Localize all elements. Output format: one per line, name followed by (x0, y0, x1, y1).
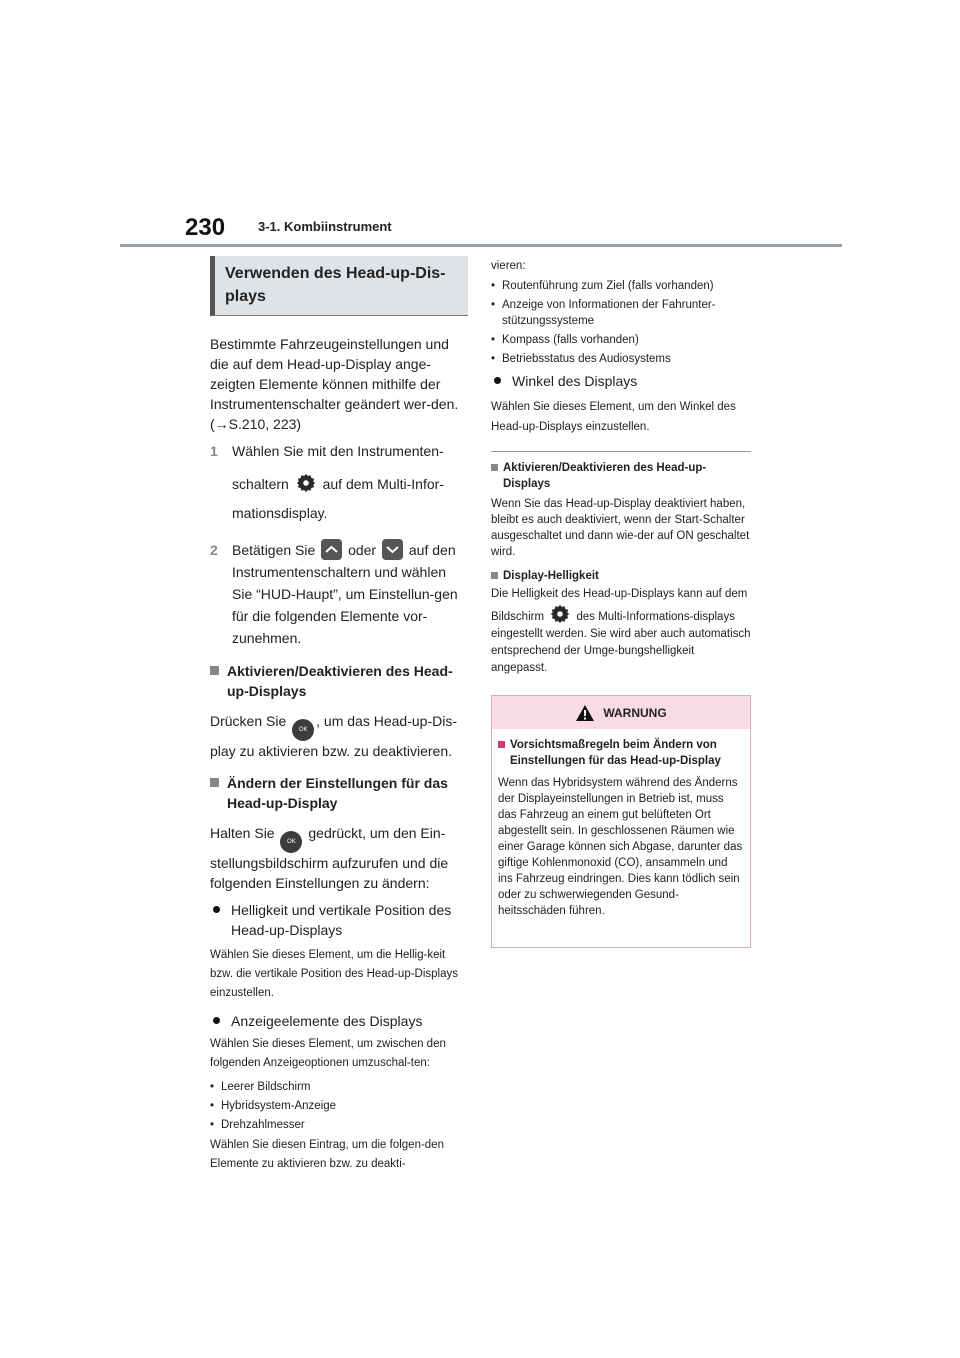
bullet-description: Wählen Sie dieses Element, um den Winkel des Head-up-Displays einzustellen. (491, 401, 736, 433)
warning-title: WARNUNG (603, 705, 667, 720)
bullet-text: Winkel des Displays (512, 373, 638, 389)
warning-body (492, 729, 750, 919)
subsection-title: Ändern der Einstellungen für das Head-up-Display (227, 775, 448, 811)
subsection-heading (491, 460, 751, 492)
list-item: • Anzeige von Informationen der Fahrunter-stützungssysteme (491, 297, 751, 329)
list-item-text: Routenführung zum Ziel (falls vorhanden) (502, 280, 714, 292)
square-bullet-icon (491, 464, 498, 471)
bullet-description: Wählen Sie dieses Element, um zwischen den folgenden Anzeigeoptionen umzuschal-ten: (210, 1038, 446, 1069)
list-item: • Kompass (falls vorhanden) (491, 334, 639, 346)
intro-paragraph: Bestimmte Fahrzeugeinstellungen und die auf dem Head-up-Display ange-zeigten Elemente können mithilfe der Instrumentenschalter geändert wer-den. (→S.210, 223) (210, 336, 459, 432)
subsection-title: Aktivieren/Deaktivieren des Head-up-Displays (503, 462, 707, 490)
right-column (491, 256, 751, 677)
ok-button-icon: OK (280, 831, 302, 853)
divider (491, 451, 751, 452)
header-rule (120, 244, 842, 247)
warning-subheading (498, 737, 744, 769)
section-title: 3-1. Kombiinstrument (258, 219, 392, 234)
paragraph-text: gedrückt, um den Ein-stellungsbildschirm aufzurufen und die folgenden Einstellungen zu ändern: (210, 825, 449, 891)
section-heading (210, 256, 468, 316)
square-bullet-icon (210, 778, 219, 787)
bullet-item (491, 371, 751, 391)
step-text: Betätigen Sie (232, 542, 316, 558)
subsection-title: Aktivieren/Deaktivieren des Head-up-Displays (227, 663, 453, 699)
paragraph: vieren: (491, 260, 526, 272)
section-heading-line1: Verwenden des Head-up-Dis- (225, 265, 446, 282)
page-number: 230 (185, 214, 226, 241)
subsection-heading (210, 773, 468, 813)
gear-icon (295, 472, 317, 494)
square-bullet-icon (210, 666, 219, 675)
warning-text: Wenn das Hybridsystem während des Änderns der Displayeinstellungen in Betrieb ist, muss das Fahrzeug an einem gut belüfteten Ort abgestellt sein. In geschlossenen Räumen wie einer Garage können sich Abgase, darunter das giftige Kohlenmonoxid (CO), ansammeln und ins Fahrzeug eindringen. Dies kann tödlich sein oder zu schwerwiegenden Gesund-heitsschäden führen. (498, 777, 743, 917)
step-text: oder (348, 542, 377, 558)
subsection-heading (210, 661, 468, 701)
list-item: • Betriebsstatus des Audiosystems (491, 353, 671, 365)
gear-icon (549, 603, 571, 625)
paragraph: Wählen Sie diesen Eintrag, um die folgen-den Elemente zu aktivieren bzw. zu deakti- (210, 1139, 444, 1170)
bullet-description: Wählen Sie dieses Element, um die Hellig-keit bzw. die vertikale Position des Head-up-Displays einzustellen. (210, 949, 459, 999)
warning-subtitle: Vorsichtsmaßregeln beim Ändern von Einstellungen für das Head-up-Display (510, 739, 721, 767)
step-number: 1 (210, 443, 218, 459)
step-text: auf den (408, 542, 456, 558)
subsection-heading (491, 568, 751, 584)
list-item-text: Leerer Bildschirm (221, 1081, 311, 1093)
list-item: • Leerer Bildschirm (210, 1081, 311, 1093)
step-text: Instrumentenschaltern und wählen Sie “HUD-Haupt”, um Einstellun-gen für die folgenden Elemente vor-zunehmen. (232, 564, 458, 646)
subsection-title: Display-Helligkeit (503, 570, 599, 582)
list-item-text: Anzeige von Informationen der Fahrunter-stützungssysteme (502, 299, 716, 327)
list-item-text: Hybridsystem-Anzeige (221, 1100, 337, 1112)
ok-button-icon: OK (292, 719, 314, 741)
option-list (491, 278, 751, 367)
bullet-item (210, 1011, 468, 1031)
left-column (210, 256, 468, 1174)
step-2 (210, 539, 468, 649)
step-1 (210, 440, 468, 525)
paragraph-text: des Multi-Informations-displays eingestellt werden. Sie wird aber auch automatisch entsprechend der Umge-bungshelligkeit angepasst. (491, 611, 751, 674)
paragraph (210, 711, 468, 761)
square-bullet-icon (498, 741, 505, 748)
step-text: auf dem Multi-Infor- (322, 476, 444, 492)
warning-triangle-icon (575, 704, 595, 722)
option-list (210, 1079, 468, 1133)
step-number: 2 (210, 542, 218, 558)
list-item: • Drehzahlmesser (210, 1119, 305, 1131)
paragraph-text: Halten Sie (210, 825, 275, 841)
paragraph-text: , um das Head-up-Dis-play zu aktivieren bzw. zu deaktivieren. (210, 713, 457, 759)
paragraph (210, 823, 468, 893)
step-text: Wählen Sie mit den Instrumenten- (232, 443, 444, 459)
list-item-text: Kompass (falls vorhanden) (502, 334, 639, 346)
paragraph-text: Drücken Sie (210, 713, 287, 729)
paragraph (491, 586, 751, 677)
warning-box (491, 695, 751, 948)
paragraph: Wenn Sie das Head-up-Display deaktiviert haben, bleibt es auch deaktiviert, wenn der Start-Schalter ausgeschaltet und dann wie-der auf ON geschaltet wird. (491, 498, 750, 558)
chevron-up-icon (321, 539, 342, 560)
warning-header (492, 696, 750, 729)
paragraph-text: Die Helligkeit des Head-up-Displays kann auf dem Bildschirm (491, 588, 748, 623)
chevron-down-icon (382, 539, 403, 560)
square-bullet-icon (491, 572, 498, 579)
bullet-text: Anzeigeelemente des Displays (231, 1013, 423, 1029)
list-item: • Routenführung zum Ziel (falls vorhanden) (491, 280, 714, 292)
list-item: • Hybridsystem-Anzeige (210, 1100, 337, 1112)
step-text: mationsdisplay. (232, 505, 328, 521)
list-item-text: Drehzahlmesser (221, 1119, 305, 1131)
bullet-text: Helligkeit und vertikale Position des Head-up-Displays (231, 902, 452, 938)
bullet-item (210, 900, 468, 940)
bullet-dot-icon (213, 1017, 220, 1024)
bullet-dot-icon (213, 906, 220, 913)
list-item-text: Betriebsstatus des Audiosystems (502, 353, 671, 365)
section-heading-line2: plays (225, 288, 266, 305)
bullet-dot-icon (494, 377, 501, 384)
step-text: schaltern (232, 476, 289, 492)
